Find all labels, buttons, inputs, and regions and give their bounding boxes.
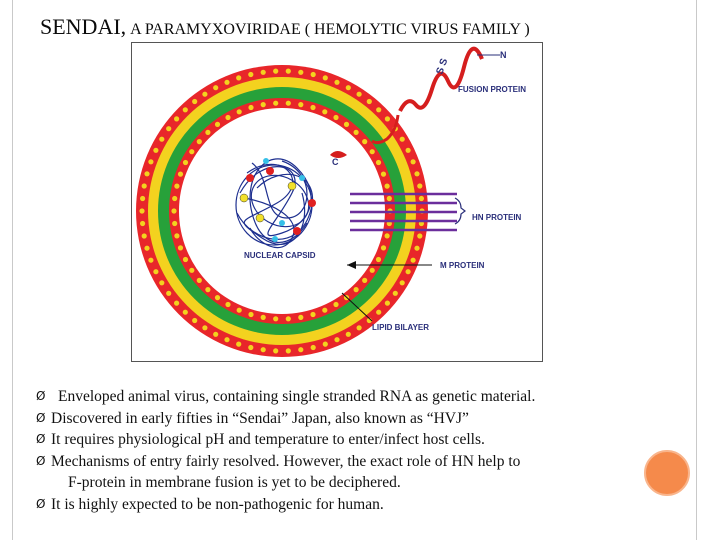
lipid-head-dot: [298, 102, 303, 107]
lipid-head-dot: [419, 196, 424, 201]
lipid-head-dot: [153, 269, 158, 274]
lipid-head-dot: [385, 184, 390, 189]
lipid-head-dot: [202, 92, 207, 97]
lipid-head-dot: [381, 245, 386, 250]
lipid-head-dot: [286, 101, 291, 106]
lipid-head-dot: [174, 184, 179, 189]
label-lipid-bilayer: LIPID BILAYER: [372, 323, 430, 332]
lipid-head-dot: [381, 172, 386, 177]
lipid-head-dot: [174, 301, 179, 306]
lipid-head-dot: [144, 171, 149, 176]
lipid-head-dot: [385, 116, 390, 121]
virus-diagram-svg: [132, 43, 542, 361]
title-subtitle: A PARAMYXOVIRIDAE ( HEMOLYTIC VIRUS FAMILY ): [130, 21, 530, 38]
label-fusion-protein: FUSION PROTEIN: [458, 85, 527, 94]
lipid-head-dot: [273, 101, 278, 106]
lipid-head-dot: [323, 342, 328, 347]
bullet-item: [36, 494, 676, 516]
decorative-orange-circle: [644, 450, 690, 496]
lipid-head-dot: [333, 302, 338, 307]
lipid-head-dot: [417, 233, 422, 238]
lipid-head-dot: [166, 291, 171, 296]
bullet-text: Mechanisms of entry fairly resolved. However, the exact role of HN help to: [51, 452, 521, 470]
lipid-head-dot: [370, 149, 375, 154]
lipid-head-dot: [376, 160, 381, 165]
lipid-head-dot: [286, 316, 291, 321]
bullet-item: [36, 451, 676, 473]
lipid-head-dot: [400, 137, 405, 142]
lipid-head-dot: [142, 183, 147, 188]
lipid-head-dot: [357, 325, 362, 330]
lipid-head-dot: [148, 258, 153, 263]
lipid-head-dot: [261, 102, 266, 107]
lipid-head-dot: [144, 246, 149, 251]
lipid-head-dot: [370, 268, 375, 273]
lipid-head-dot: [237, 109, 242, 114]
bullet-list: [36, 386, 676, 515]
bullet-text: It requires physiological pH and temperature to enter/infect host cells.: [51, 431, 485, 448]
lipid-head-dot: [248, 105, 253, 110]
lipid-head-dot: [406, 148, 411, 153]
bullet-arrow-icon: Ø: [36, 432, 46, 446]
lipid-head-dot: [248, 312, 253, 317]
lipid-head-dot: [387, 196, 392, 201]
lipid-head-dot: [205, 287, 210, 292]
lipid-head-dot: [323, 75, 328, 80]
lipid-head-dot: [376, 107, 381, 112]
lipid-head-dot: [362, 139, 367, 144]
lipid-head-dot: [178, 172, 183, 177]
lipid-head-dot: [311, 345, 316, 350]
lipid-head-dot: [354, 130, 359, 135]
lipid-head-dot: [248, 72, 253, 77]
label-nuclear-capsid: NUCLEAR CAPSID: [244, 251, 316, 260]
lipid-head-dot: [406, 269, 411, 274]
lipid-head-dot: [414, 171, 419, 176]
lipid-head-dot: [174, 233, 179, 238]
bullet-arrow-icon: Ø: [36, 496, 46, 511]
lipid-head-dot: [192, 318, 197, 323]
lipid-head-dot: [225, 115, 230, 120]
lipid-head-dot: [159, 137, 164, 142]
lipid-head-dot: [414, 246, 419, 251]
lipid-head-dot: [334, 337, 339, 342]
bullet-item: [36, 386, 676, 408]
lipid-head-dot: [385, 301, 390, 306]
lipid-head-dot: [213, 332, 218, 337]
lipid-head-dot: [393, 291, 398, 296]
lipid-head-dot: [215, 295, 220, 300]
lipid-head-dot: [178, 245, 183, 250]
lipid-head-dot: [183, 310, 188, 315]
lipid-head-dot: [261, 347, 266, 352]
lipid-head-dot: [417, 183, 422, 188]
lipid-head-dot: [311, 72, 316, 77]
lipid-head-dot: [248, 345, 253, 350]
lipid-head-dot: [298, 315, 303, 320]
lipid-head-dot: [346, 332, 351, 337]
label-n: N: [500, 50, 507, 60]
lipid-head-dot: [139, 208, 144, 213]
lipid-head-dot: [142, 233, 147, 238]
lipid-head-dot: [354, 287, 359, 292]
lipid-head-dot: [224, 80, 229, 85]
slide-title: [40, 14, 530, 40]
lipid-head-dot: [224, 337, 229, 342]
lipid-head-dot: [298, 70, 303, 75]
lipid-head-dot: [172, 221, 177, 226]
lipid-head-dot: [376, 257, 381, 262]
lipid-head-dot: [237, 308, 242, 313]
lipid-head-dot: [148, 159, 153, 164]
lipid-head-dot: [189, 268, 194, 273]
lipid-head-dot: [236, 75, 241, 80]
label-hn-protein: HN PROTEIN: [472, 213, 522, 222]
bullet-text: Enveloped animal virus, containing single stranded RNA as genetic material.: [58, 388, 536, 405]
bullet-continuation: [36, 472, 676, 494]
lipid-head-dot: [310, 312, 315, 317]
lipid-head-dot: [174, 116, 179, 121]
lipid-head-dot: [322, 109, 327, 114]
bullet-item: [36, 408, 676, 430]
lipid-head-dot: [225, 302, 230, 307]
lipid-head-dot: [153, 148, 158, 153]
lipid-head-dot: [192, 99, 197, 104]
lipid-head-dot: [344, 122, 349, 127]
label-ss: S S: [434, 57, 451, 77]
lipid-head-dot: [411, 258, 416, 263]
lipid-head-dot: [385, 233, 390, 238]
bullet-item: [36, 429, 676, 451]
bullet-text: It is highly expected to be non-pathogenic for human.: [51, 495, 384, 513]
label-m-protein: M PROTEIN: [440, 261, 485, 270]
lipid-head-dot: [346, 85, 351, 90]
lipid-head-dot: [286, 69, 291, 74]
lipid-head-dot: [183, 160, 188, 165]
lipid-head-dot: [411, 159, 416, 164]
lipid-head-dot: [261, 315, 266, 320]
lipid-head-dot: [367, 99, 372, 104]
lipid-head-dot: [273, 316, 278, 321]
lipid-head-dot: [333, 115, 338, 120]
right-border-line: [696, 0, 697, 540]
lipid-head-dot: [140, 196, 145, 201]
lipid-head-dot: [183, 107, 188, 112]
lipid-head-dot: [166, 126, 171, 131]
lipid-head-dot: [189, 149, 194, 154]
bullet-arrow-icon: Ø: [36, 453, 46, 468]
lipid-head-dot: [376, 310, 381, 315]
lipid-head-dot: [140, 221, 145, 226]
lipid-head-dot: [310, 105, 315, 110]
lipid-head-dot: [172, 196, 177, 201]
bullet-text: Discovered in early fifties in “Sendai” Japan, also known as “HVJ”: [51, 409, 469, 427]
lipid-head-dot: [171, 208, 176, 213]
lipid-head-dot: [202, 325, 207, 330]
lipid-head-dot: [400, 280, 405, 285]
lipid-head-dot: [183, 257, 188, 262]
lipid-head-dot: [362, 278, 367, 283]
left-border-line: [12, 0, 13, 540]
lipid-head-dot: [273, 69, 278, 74]
lipid-head-dot: [261, 70, 266, 75]
bullet-arrow-icon: Ø: [36, 389, 46, 403]
lipid-head-dot: [298, 347, 303, 352]
title-main: SENDAI,: [40, 14, 127, 39]
label-c: C: [332, 157, 339, 167]
lipid-head-dot: [213, 85, 218, 90]
lipid-head-dot: [215, 122, 220, 127]
lipid-head-dot: [357, 92, 362, 97]
lipid-head-dot: [197, 139, 202, 144]
lipid-head-dot: [334, 80, 339, 85]
virus-diagram: [131, 42, 543, 362]
lipid-head-dot: [286, 348, 291, 353]
lipid-head-dot: [197, 278, 202, 283]
bullet-text: F-protein in membrane fusion is yet to be deciphered.: [68, 474, 401, 491]
lipid-head-dot: [205, 130, 210, 135]
lipid-head-dot: [159, 280, 164, 285]
lipid-head-dot: [322, 308, 327, 313]
lipid-head-dot: [273, 348, 278, 353]
bullet-arrow-icon: Ø: [36, 410, 46, 425]
lipid-head-dot: [236, 342, 241, 347]
